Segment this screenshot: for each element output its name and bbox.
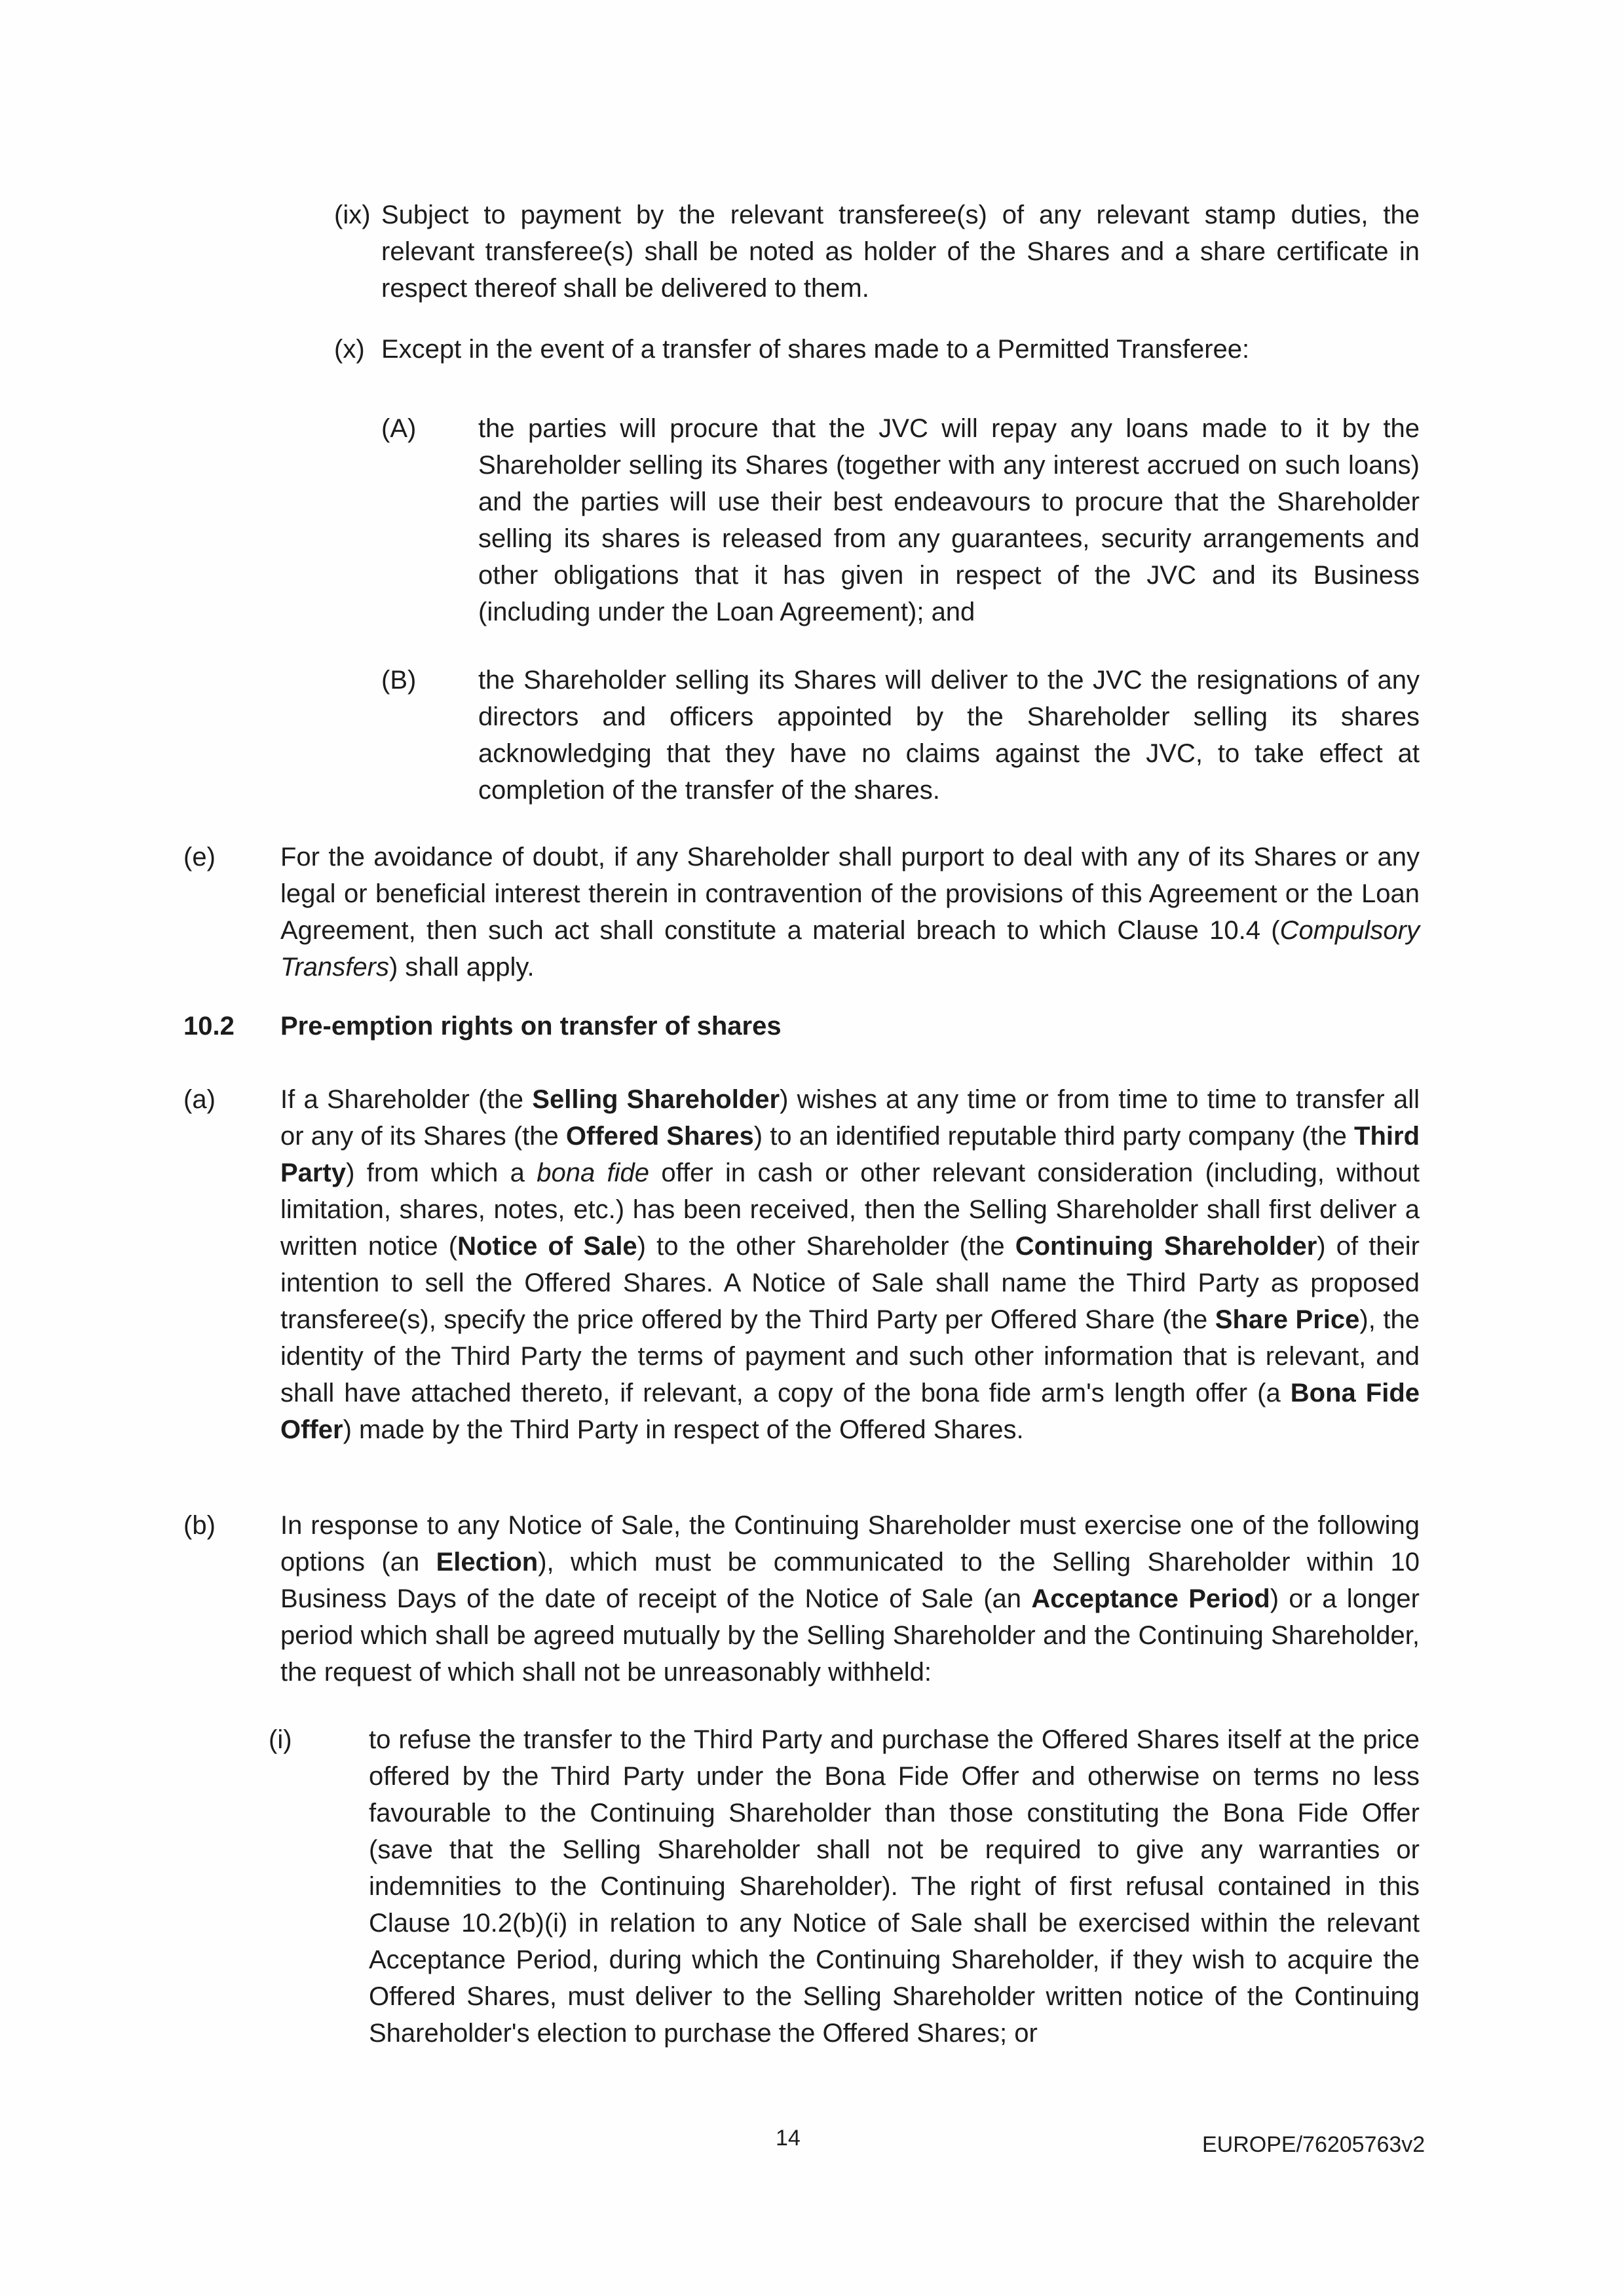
- document-reference: EUROPE/76205763v2: [1202, 2132, 1426, 2157]
- item-text-x: Except in the event of a transfer of shares made to a Permitted Transferee:: [381, 335, 1250, 364]
- term-bona-fide: bona fide: [537, 1158, 650, 1187]
- term-bona-fide-offer: Bona Fide Offer: [280, 1379, 1420, 1444]
- term-acceptance-period: Acceptance Period: [1031, 1584, 1270, 1613]
- item-text-e-part2: ) shall apply.: [388, 953, 535, 982]
- section-title: Pre-emption rights on transfer of shares: [280, 1012, 782, 1041]
- item-label-A: (A): [381, 414, 417, 443]
- para-label-a: (a): [183, 1085, 216, 1114]
- item-text-A: the parties will procure that the JVC will repay any loans made to it by the Shareholder selling its Shares (together with any interest accrued on such loans) and the parties will use their best endeavours to procure that the Shareholder selling its shares is released from any guarantees, security arrangements and other obligations that it has given in respect of the JVC and its Business (including under the Loan Agreement); and: [478, 414, 1420, 626]
- term-offered-shares: Offered Shares: [565, 1122, 754, 1151]
- para-text-a: [280, 1081, 1420, 1448]
- para-a-t4: ) from which a: [346, 1158, 537, 1187]
- page-number: 14: [776, 2126, 801, 2151]
- para-b-t3: ) or a longer period which shall be agreed mutually by the Selling Shareholder and the Continuing Shareholder, the request of which shall not be unreasonably withheld:: [280, 1584, 1420, 1687]
- para-a-t8: ), the identity of the Third Party the terms of payment and such other information that is relevant, and shall have attached thereto, if relevant, a copy of the bona fide arm's length offer (a: [280, 1305, 1420, 1407]
- item-text-B: the Shareholder selling its Shares will deliver to the JVC the resignations of any directors and officers appointed by the Shareholder selling its shares acknowledging that they have no claims against the JVC, to take effect at completion of the transfer of the shares.: [478, 666, 1420, 805]
- para-a-t9: ) made by the Third Party in respect of the Offered Shares.: [343, 1415, 1024, 1444]
- para-b-i-text: to refuse the transfer to the Third Party and purchase the Offered Shares itself at the price offered by the Third Party under the Bona Fide Offer and otherwise on terms no less favourable to the Continuing Shareholder than those constituting the Bona Fide Offer (save that the Selling Shareholder shall not be required to give any warranties or indemnities to the Continuing Shareholder). The right of first refusal contained in this Clause 10.2(b)(i) in relation to any Notice of Sale shall be exercised within the relevant Acceptance Period, during which the Continuing Shareholder, if they wish to acquire the Offered Shares, must deliver to the Selling Shareholder written notice of the Continuing Shareholder's election to purchase the Offered Shares; or: [369, 1725, 1420, 2048]
- term-selling-shareholder: Selling Shareholder: [532, 1085, 780, 1114]
- item-text-e-part1: For the avoidance of doubt, if any Shareholder shall purport to deal with any of its Shares or any legal or beneficial interest therein in contravention of the provisions of this Agreement or the Loan Agreement, then such act shall constitute a material breach to which Clause 10.4 (: [280, 843, 1420, 945]
- para-text-b: [280, 1507, 1420, 1691]
- term-notice-of-sale: Notice of Sale: [457, 1232, 637, 1261]
- item-text-ix: Subject to payment by the relevant transferee(s) of any relevant stamp duties, the relevant transferee(s) shall be noted as holder of the Shares and a share certificate in respect thereof shall be delivered to them.: [381, 201, 1420, 303]
- para-a-t1: If a Shareholder (the: [280, 1085, 533, 1114]
- para-b-t2: ), which must be communicated to the Selling Shareholder within 10 Business Days of the date of receipt of the Notice of Sale (an: [280, 1548, 1420, 1613]
- item-text-e: [280, 839, 1420, 985]
- para-a-t6: ) to the other Shareholder (the: [637, 1232, 1015, 1261]
- para-label-b: (b): [183, 1511, 216, 1540]
- para-a-t3: ) to an identified reputable third party company (the: [753, 1122, 1355, 1151]
- item-label-x: (x): [334, 335, 365, 364]
- term-third-party: Third Party: [280, 1122, 1420, 1187]
- para-a-t5: offer in cash or other relevant consideration (including, without limitation, shares, notes, etc.) has been received, then the Selling Shareholder shall first deliver a written notice (: [280, 1158, 1420, 1261]
- term-election: Election: [436, 1548, 538, 1577]
- para-a-t7: ) of their intention to sell the Offered Shares. A Notice of Sale shall name the Third Party as proposed transferee(s), specify the price offered by the Third Party per Offered Share (the: [280, 1232, 1420, 1334]
- item-label-e: (e): [183, 843, 216, 871]
- para-a-t2: ) wishes at any time or from time to time to transfer all or any of its Shares (the: [280, 1085, 1420, 1151]
- term-share-price: Share Price: [1215, 1305, 1360, 1334]
- section-number: 10.2: [183, 1012, 235, 1041]
- item-text-e-italic: Compulsory Transfers: [280, 916, 1420, 982]
- item-label-B: (B): [381, 666, 417, 695]
- para-b-i-label: (i): [269, 1725, 292, 1754]
- para-b-t1: In response to any Notice of Sale, the Continuing Shareholder must exercise one of the following options (an: [280, 1511, 1420, 1577]
- item-label-ix: (ix): [334, 201, 371, 229]
- term-continuing-shareholder: Continuing Shareholder: [1015, 1232, 1317, 1261]
